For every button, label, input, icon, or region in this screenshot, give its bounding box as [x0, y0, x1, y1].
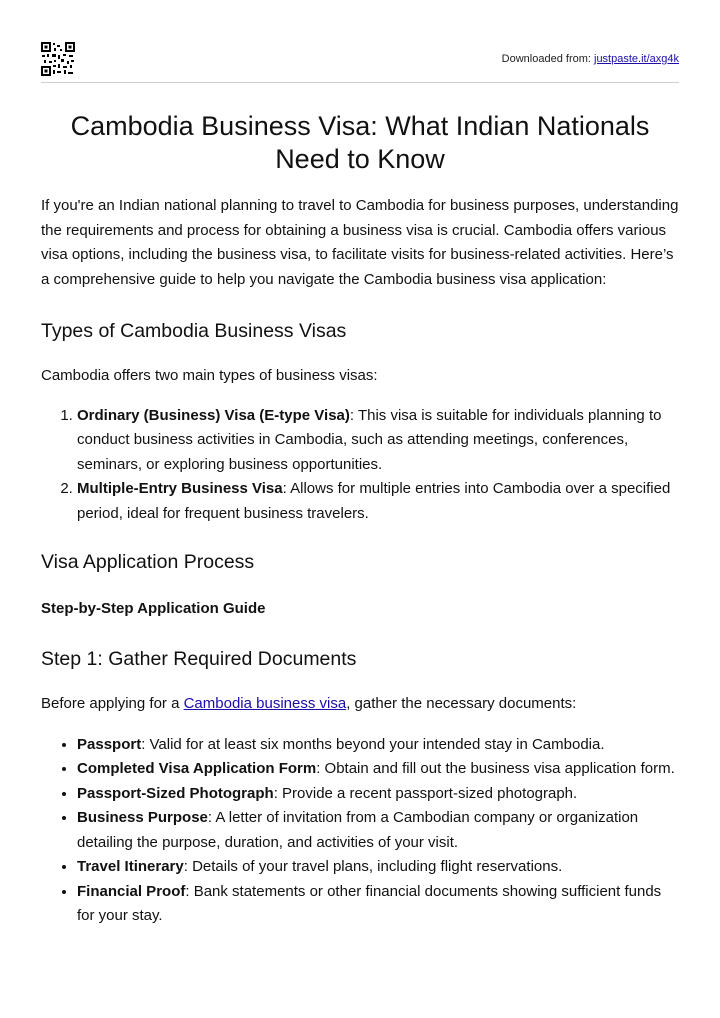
page-header — [41, 42, 679, 83]
list-item — [77, 404, 679, 478]
item-title: Ordinary (Business) Visa (E-type Visa) — [77, 406, 350, 424]
documents-list — [41, 733, 679, 929]
page-title: Cambodia Business Visa: What Indian Nationals Need to Know — [70, 111, 650, 174]
list-item — [77, 880, 679, 929]
item-title: Passport-Sized Photograph — [77, 784, 274, 802]
types-intro: Cambodia offers two main types of business visas: — [41, 367, 378, 384]
item-title: Travel Itinerary — [77, 858, 184, 875]
cambodia-business-visa-link[interactable]: Cambodia business visa — [183, 695, 347, 712]
list-item — [77, 806, 679, 855]
step1-heading: Step 1: Gather Required Documents — [41, 648, 357, 670]
item-title: Business Purpose — [77, 809, 208, 826]
download-label: Downloaded from: — [501, 53, 594, 65]
item-text: : Bank statements or other financial documents showing sufficient funds for your stay. — [77, 882, 662, 924]
item-text: : This visa is suitable for individuals planning to conduct business activities in Cambodia, such as attending meetings, conferences, seminars, or exploring business opportunities. — [77, 406, 662, 473]
source-link[interactable]: justpaste.it/axg4k — [594, 53, 679, 65]
visa-types-list — [41, 404, 679, 527]
item-text: : A letter of invitation from a Cambodian company or organization detailing the purpose, duration, and activities of your visit. — [77, 809, 639, 851]
process-heading: Visa Application Process — [41, 551, 255, 573]
download-source — [502, 53, 679, 65]
step1-intro — [41, 692, 679, 717]
step1-intro-text-end: , gather the necessary documents: — [346, 695, 577, 712]
item-text: : Provide a recent passport-sized photograph. — [273, 784, 578, 802]
item-text: : Allows for multiple entries into Cambodia over a specified period, ideal for frequent business travelers. — [77, 480, 671, 522]
item-text: : Details of your travel plans, including flight reservations. — [183, 858, 563, 875]
item-title: Passport — [77, 735, 142, 753]
step1-intro-text: Before applying for a — [41, 695, 184, 712]
item-title: Completed Visa Application Form — [77, 760, 317, 777]
list-item — [77, 782, 679, 807]
guide-subheading: Step-by-Step Application Guide — [41, 600, 266, 617]
list-item — [77, 477, 679, 526]
qr-code-icon — [41, 42, 75, 76]
list-item — [77, 855, 679, 880]
list-item — [77, 733, 679, 758]
item-title: Financial Proof — [77, 882, 186, 900]
item-title: Multiple-Entry Business Visa — [77, 480, 283, 497]
list-item — [77, 757, 679, 782]
item-text: : Obtain and fill out the business visa application form. — [316, 760, 675, 777]
item-text: : Valid for at least six months beyond your intended stay in Cambodia. — [141, 735, 605, 753]
types-heading: Types of Cambodia Business Visas — [41, 320, 347, 342]
intro-paragraph: If you're an Indian national planning to travel to Cambodia for business purposes, understanding the requirements and process for obtaining a business visa is crucial. Cambodia offers various visa options, including the business visa, to facilitate visits for business-related activities. Here’s a comprehensive guide to help you navigate the Cambodia business visa application: — [41, 197, 679, 288]
article — [41, 110, 679, 929]
